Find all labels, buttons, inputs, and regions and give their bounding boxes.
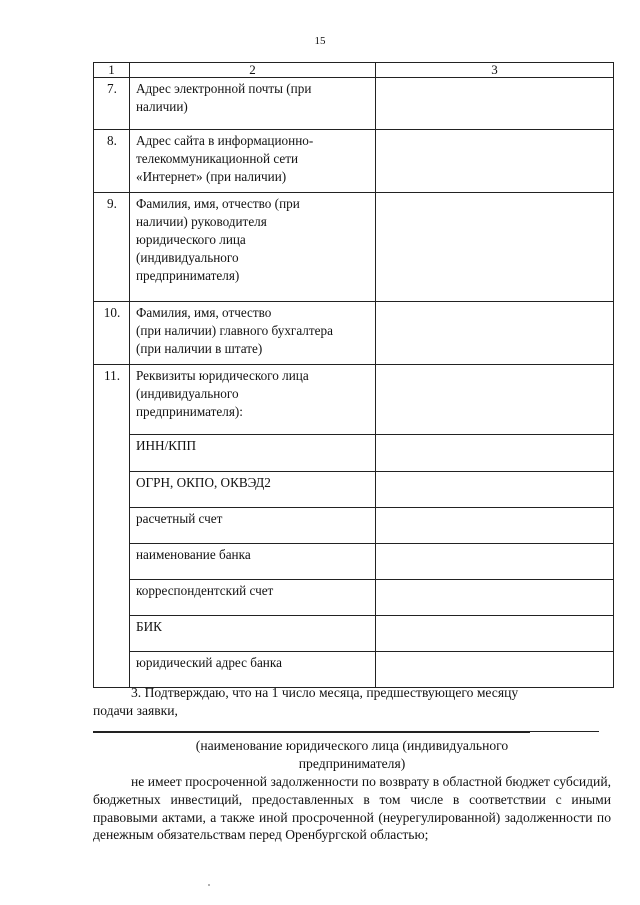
subrow-label: расчетный счет [130,508,376,544]
scan-speck [208,884,210,886]
table-row [94,193,614,302]
row-label: Адрес сайта в информационно- телекоммуникационной сети «Интернет» (при наличии) [130,130,376,193]
confirmation-paragraph [93,684,611,702]
confirmation-text: 3. Подтверждаю, что на 1 число месяца, предшествующего месяцу [131,685,519,700]
no-debt-statement: не имеет просроченной задолженности по возврату в областной бюджет субсидий, бюджетных инвестиций, предоставленных в том числе в соответствии с иными правовыми актами, а также иной просроченной (неурегулированной) задолженности по денежным обязательствам перед Оренбургской областью; [93,774,611,843]
row-label: Адрес электронной почты (при наличии) [130,78,376,130]
table-row [94,130,614,193]
subrow-value-field[interactable] [376,652,614,688]
table-subrow [94,472,614,508]
subrow-value-field[interactable] [376,616,614,652]
row-label: Фамилия, имя, отчество (при наличии) главного бухгалтера (при наличии в штате) [130,302,376,365]
subrow-value-field[interactable] [376,580,614,616]
table-row [94,302,614,365]
table-subrow [94,435,614,472]
row-value-field[interactable] [376,365,614,435]
table-header-row [94,63,614,78]
caption-line: (наименование юридического лица (индивидуального [195,738,509,753]
table-row [94,365,614,435]
table-row [94,78,614,130]
row-number: 9. [94,193,130,302]
table-subrow [94,580,614,616]
table-subrow [94,616,614,652]
caption-line: предпринимателя) [298,755,406,771]
table-subrow [94,508,614,544]
subrow-label: юридический адрес банка [130,652,376,688]
row-number: 11. [94,365,130,688]
subrow-value-field[interactable] [376,435,614,472]
subrow-value-field[interactable] [376,508,614,544]
column-header: 1 [94,63,130,78]
application-line [93,702,611,738]
row-value-field[interactable] [376,78,614,130]
subrow-label: корреспондентский счет [130,580,376,616]
page-number: 15 [314,35,326,47]
subrow-label: наименование банка [130,544,376,580]
subrow-value-field[interactable] [376,472,614,508]
column-header: 2 [130,63,376,78]
row-value-field[interactable] [376,130,614,193]
table-subrow [94,652,614,688]
subrow-label: БИК [130,616,376,652]
subrow-label: ОГРН, ОКПО, ОКВЭД2 [130,472,376,508]
row-label: Фамилия, имя, отчество (при наличии) руководителя юридического лица (индивидуального предпринимателя) [130,193,376,302]
table-subrow [94,544,614,580]
row-number: 7. [94,78,130,130]
organization-name-continuation-line[interactable] [93,731,599,732]
subrow-value-field[interactable] [376,544,614,580]
row-label: Реквизиты юридического лица (индивидуального предпринимателя): [130,365,376,435]
row-value-field[interactable] [376,302,614,365]
column-header: 3 [376,63,614,78]
field-caption [93,737,611,772]
row-number: 8. [94,130,130,193]
row-value-field[interactable] [376,193,614,302]
row-number: 10. [94,302,130,365]
applicant-details-table [93,62,614,688]
application-prefix: подачи заявки, [93,703,178,718]
subrow-label: ИНН/КПП [130,435,376,472]
